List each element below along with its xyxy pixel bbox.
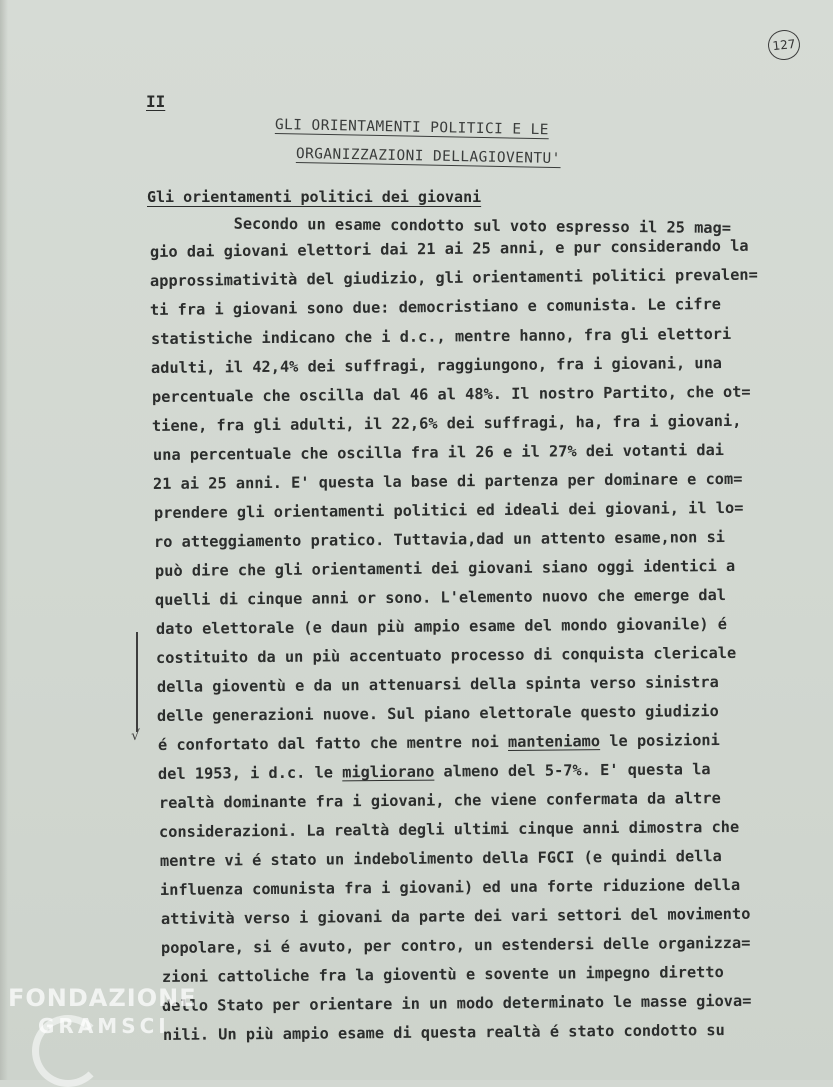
body-line-7: percentuale che oscilla dal 46 al 48%. Il nostro Partito, che ot= [151,382,751,406]
body-line-9: una percentuale che oscilla fra il 26 e il 27% dei votanti dai [152,441,725,464]
watermark-fondazione-gramsci [8,986,197,1036]
body-line-15: dato elettorale (e daun più ampio esame del mondo giovanile) é [155,615,728,638]
body-line-1: Secondo un esame condotto sul voto espresso il 25 mag= [159,214,732,237]
body-line-3: approssimatività del giudizio, gli orientamenti politici prevalen= [149,265,758,290]
body-line-20-text-a: del 1953, i d.c. le [157,763,343,783]
watermark-line-1: FONDAZIONE [8,984,197,1012]
body-line-16: costituito da un più accentuato processo di conquista clericale [155,643,737,667]
body-line-19-text-a: é confortato dal fatto che mentre noi [157,732,509,754]
body-line-22: considerazioni. La realtà degli ultimi cinque anni dimostra che [158,817,740,841]
body-line-8: tiene, fra gli adulti, il 22,6% dei suffragi, ha, fra i giovani, [151,411,742,435]
body-line-28: dello Stato per orientare in un modo determinato le masse giova= [161,991,752,1015]
body-line-21: realtà dominante fra i giovani, che viene confermata da altre [158,789,721,812]
chapter-number: II [146,92,166,111]
underlined-word-manteniamo: manteniamo [507,732,601,751]
body-line-6: adulti, il 42,4% dei suffragi, raggiungono, fra i giovani, una [150,354,723,377]
document-title-line-2: ORGANIZZAZIONI DELLAGIOVENTU' [295,146,561,168]
page-edge-shadow [0,0,8,1080]
margin-annotation-check: √ [131,728,140,744]
body-line-19 [158,731,720,754]
margin-annotation-bar [136,632,138,732]
body-line-4: ti fra i giovani sono due: democristiano e comunista. Le cifre [149,295,722,319]
body-line-25: attività verso i giovani da parte dei vari settori del movimento [160,904,751,928]
underlined-word-migliorano: migliorano [342,762,435,782]
body-line-20-text-b: almeno del 5-7%. E' questa la [434,760,711,781]
section-heading: Gli orientamenti politici dei giovani [147,188,482,206]
document-title-line-1: GLI ORIENTAMENTI POLITICI E LE [274,117,550,139]
body-line-12: ro atteggiamento pratico. Tuttavia,dad un attento esame,non si [153,528,726,551]
body-line-26: popolare, si é avuto, per contro, un estendersi delle organizza= [160,933,751,957]
body-line-5: statistiche indicano che i d.c., mentre hanno, fra gli elettori [150,324,732,348]
watermark-line-2: GRAMSCI [38,1014,170,1038]
page-number-circled: 127 [767,28,802,61]
body-line-13: può dire che gli orientamenti dei giovani siano oggi identici a [154,556,736,580]
body-line-17: della gioventù e da un attenuarsi della spinta verso sinistra [156,673,719,696]
body-line-27: zioni cattoliche fra la gioventù e sovente un impegno diretto [161,963,724,986]
body-line-24: influenza comunista fra i giovani) ed una forte riduzione della [159,875,741,899]
body-line-10: 21 ai 25 anni. E' questa la base di partenza per dominare e com= [152,469,743,493]
body-line-29: nili. Un più ampio esame di questa realtà é stato condotto su [162,1021,725,1044]
body-line-18: delle generazioni nuove. Sul piano elettorale questo giudizio [156,702,719,725]
body-line-14: quelli di cinque anni or sono. L'elemento nuovo che emerge dal [154,586,727,609]
body-line-11: prendere gli orientamenti politici ed ideali dei giovani, il lo= [153,498,744,522]
body-line-2: gio dai giovani elettori dai 21 ai 25 anni, e pur considerando la [149,236,749,261]
body-line-20 [158,760,711,783]
body-line-23: mentre vi é stato un indebolimento della FGCI (e quindi della [159,847,722,870]
body-line-19-text-b: le posizioni [599,731,720,751]
